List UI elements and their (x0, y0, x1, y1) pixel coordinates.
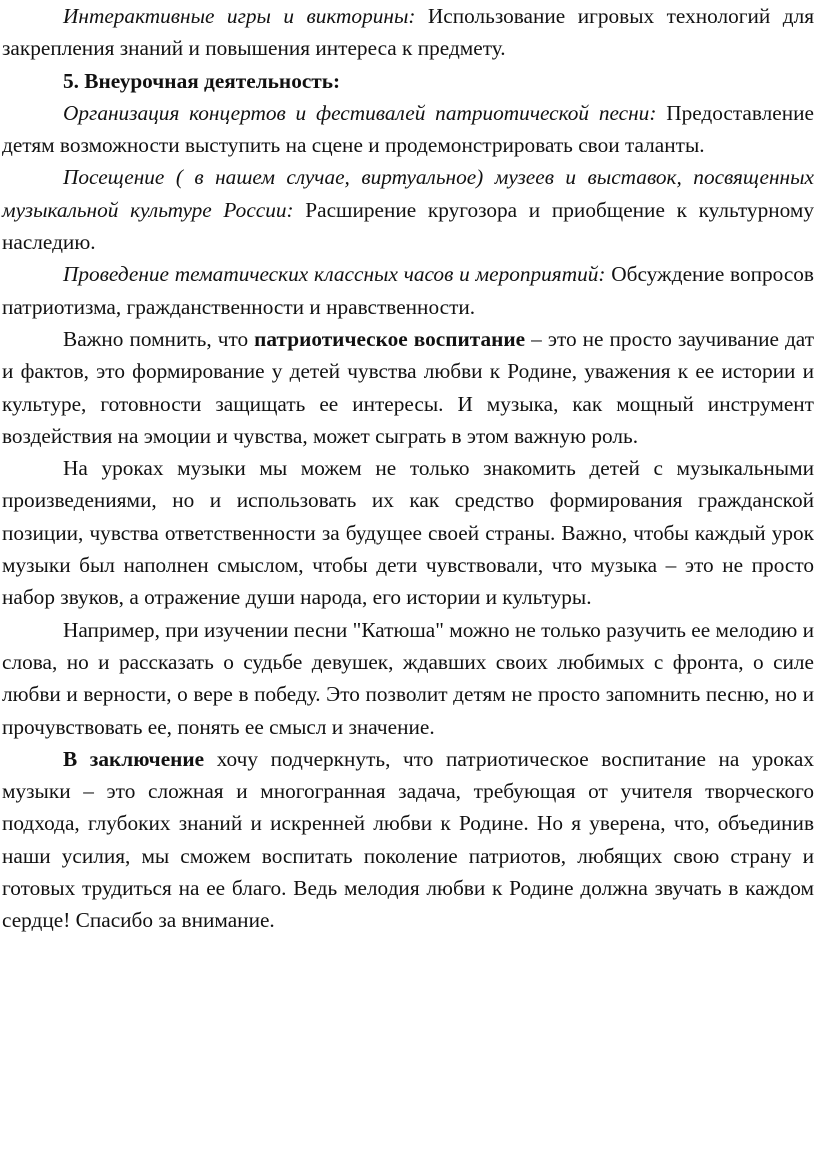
section-heading-extracurricular: 5. Внеурочная деятельность: (63, 68, 341, 93)
interactive-games-text: Использование игровых технологий для закрепления знаний и повышения интереса к предмету. (2, 4, 814, 61)
paragraph-patriotic-education (2, 323, 814, 452)
patriotic-education-term: патриотическое воспитание (254, 326, 526, 351)
museums-text: Расширение кругозора и приобщение к культурному наследию. (2, 197, 814, 255)
patriotic-education-before: Важно помнить, что (63, 326, 255, 351)
concerts-text: Предоставление детям возможности выступить на сцене и продемонстрировать свои таланты. (2, 100, 814, 158)
concerts-term: Организация концертов и фестивалей патриотической песни: (63, 100, 657, 125)
paragraph-conclusion (2, 743, 814, 937)
class-hours-text: Обсуждение вопросов патриотизма, гражданственности и нравственности. (2, 262, 814, 319)
museums-term: Посещение ( в нашем случае, виртуальное) музеев и выставок, посвященных музыкальной культуре России: (2, 165, 814, 222)
class-hours-term: Проведение тематических классных часов и мероприятий: (63, 262, 606, 287)
interactive-games-term: Интерактивные игры и викторины: (63, 4, 416, 28)
paragraph-katyusha-example: Например, при изучении песни "Катюша" можно не только разучить ее мелодию и слова, но и рассказать о судьбе девушек, ждавших своих любимых с фронта, о силе любви и верности, о вере в победу. Это позволит детям не просто запомнить песню, но и прочувствовать ее, понять ее смысл и значение. (2, 617, 814, 739)
conclusion-text: хочу подчеркнуть, что патриотическое воспитание на уроках музыки – это сложная и многогранная задача, требующая от учителя творческого подхода, глубоких знаний и искренней любви к Родине. Но я уверена, что, объединив наши усилия, мы сможем воспитать поколение патриотов, любящих свою страну и готовых трудиться на ее благо. Ведь мелодия любви к Родине должна звучать в каждом сердце! Спасибо за внимание. (2, 746, 815, 933)
paragraph-concerts (2, 97, 814, 162)
paragraph-museums (2, 161, 814, 258)
paragraph-class-hours (2, 258, 814, 323)
paragraph-music-lessons: На уроках музыки мы можем не только знакомить детей с музыкальными произведениями, но и использовать их как средство формирования гражданской позиции, чувства ответственности за будущее своей страны. Важно, чтобы каждый урок музыки был наполнен смыслом, чтобы дети чувствовали, что музыка – это не просто набор звуков, а отражение души народа, его истории и культуры. (2, 456, 814, 610)
conclusion-term: В заключение (63, 746, 205, 771)
patriotic-education-after: – это не просто заучивание дат и фактов, это формирование у детей чувства любви к Родине, уважения к ее истории и культуре, готовности защищать ее интересы. И музыка, как мощный инструмент воздействия на эмоции и чувства, может сыграть в этом важную роль. (2, 326, 814, 448)
paragraph-interactive-games (2, 0, 814, 65)
